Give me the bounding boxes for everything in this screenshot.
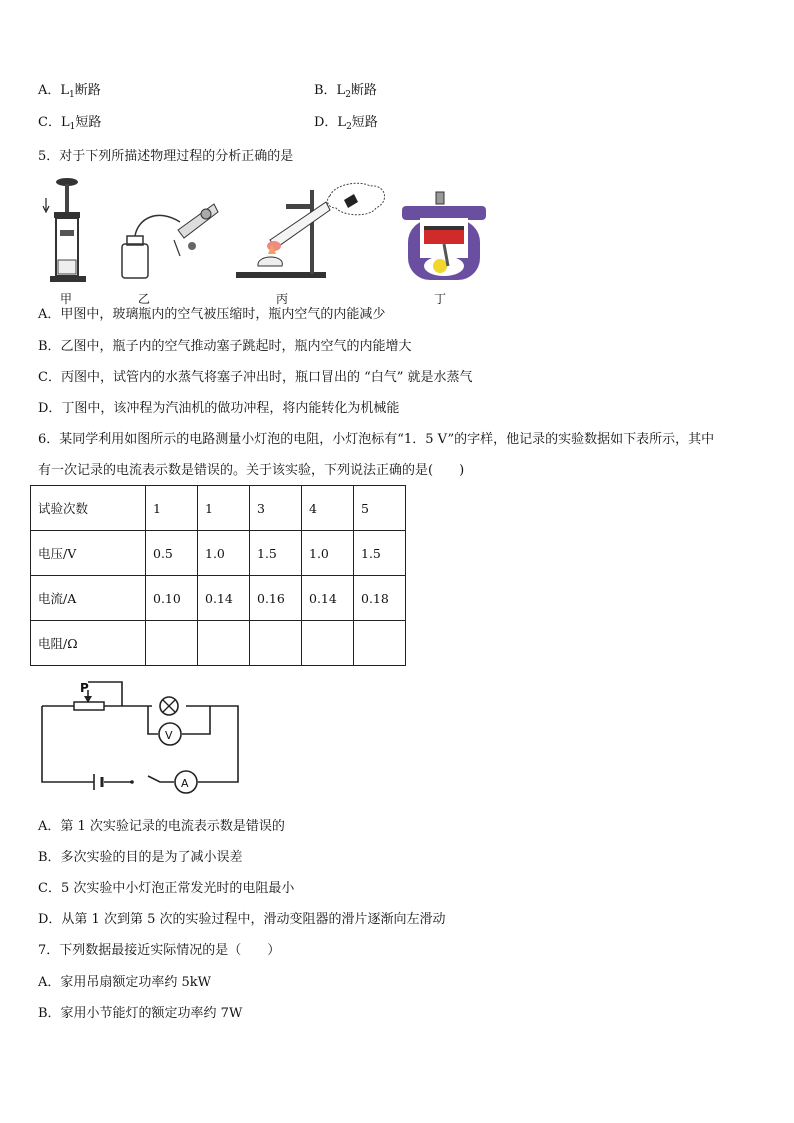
q4-option-b: B．$L_2$断路 (314, 83, 377, 100)
q5-option-c: C．丙图中，试管内的水蒸气将塞子冲出时，瓶口冒出的 “白气” 就是水蒸气 (38, 370, 473, 385)
q6-stem-line2: 有一次记录的电流表示数是错误的。关于该实验，下列说法正确的是( ) (38, 463, 465, 478)
q6-circuit-diagram (36, 676, 246, 788)
q5-option-a: A．甲图中，玻璃瓶内的空气被压缩时，瓶内空气的内能减少 (38, 307, 386, 322)
figure-label-bing: 丙 (276, 292, 289, 306)
table-row-header: 电流/A (31, 576, 146, 621)
table-cell: 0.16 (250, 576, 302, 621)
table-cell: 0.14 (302, 576, 354, 621)
slider-label: P (80, 681, 89, 695)
q7-stem: 7．下列数据最接近实际情况的是（ ） (38, 943, 281, 958)
q6-stem-line1: 6．某同学利用如图所示的电路测量小灯泡的电阻，小灯泡标有“1．5 V”的字样，他记录的实验数据如下表所示，其中 (38, 432, 715, 447)
table-cell (354, 621, 406, 666)
table-cell: 0.14 (198, 576, 250, 621)
table-row-header: 试验次数 (31, 486, 146, 531)
table-row (31, 531, 406, 576)
table-cell: 1.0 (302, 531, 354, 576)
ammeter-label: A (181, 777, 189, 790)
table-cell (146, 621, 198, 666)
table-cell: 4 (302, 486, 354, 531)
q5-stem: 5．对于下列所描述物理过程的分析正确的是 (38, 149, 294, 164)
q6-option-b: B．多次实验的目的是为了减小误差 (38, 850, 243, 865)
table-cell: 1.5 (354, 531, 406, 576)
q4-option-d: D．$L_2$短路 (314, 115, 378, 132)
figure-ding (398, 190, 490, 294)
q5-option-d: D．丁图中，该冲程为汽油机的做功冲程，将内能转化为机械能 (38, 401, 400, 416)
figure-jia (40, 176, 100, 300)
q6-data-table (30, 485, 406, 666)
figure-label-yi: 乙 (138, 292, 151, 306)
q6-option-d: D．从第 1 次到第 5 次的实验过程中，滑动变阻器的滑片逐渐向左滑动 (38, 912, 446, 927)
q7-option-a: A．家用吊扇额定功率约 5kW (38, 975, 212, 990)
figure-label-jia: 甲 (60, 292, 73, 306)
table-cell (198, 621, 250, 666)
q6-option-c: C．5 次实验中小灯泡正常发光时的电阻最小 (38, 881, 295, 896)
table-cell: 5 (354, 486, 406, 531)
figure-label-ding: 丁 (434, 292, 447, 306)
table-row (31, 486, 406, 531)
table-row-header: 电阻/Ω (31, 621, 146, 666)
table-cell (250, 621, 302, 666)
table-cell (302, 621, 354, 666)
table-cell: 0.18 (354, 576, 406, 621)
table-cell: 0.10 (146, 576, 198, 621)
table-cell: 1 (146, 486, 198, 531)
table-cell: 1 (198, 486, 250, 531)
q4-option-c: C．$L_1$短路 (38, 115, 102, 132)
q7-option-b: B．家用小节能灯的额定功率约 7W (38, 1006, 243, 1021)
table-row (31, 621, 406, 666)
figure-bing (230, 180, 388, 294)
table-row-header: 电压/V (31, 531, 146, 576)
table-cell: 1.5 (250, 531, 302, 576)
table-cell: 3 (250, 486, 302, 531)
figure-yi (118, 200, 218, 296)
voltmeter-label: V (165, 729, 173, 742)
q4-option-a: A．$L_1$断路 (38, 83, 101, 100)
q6-option-a: A．第 1 次实验记录的电流表示数是错误的 (38, 819, 285, 834)
table-cell: 1.0 (198, 531, 250, 576)
table-cell: 0.5 (146, 531, 198, 576)
table-row (31, 576, 406, 621)
q5-option-b: B．乙图中，瓶子内的空气推动塞子跳起时，瓶内空气的内能增大 (38, 339, 412, 354)
